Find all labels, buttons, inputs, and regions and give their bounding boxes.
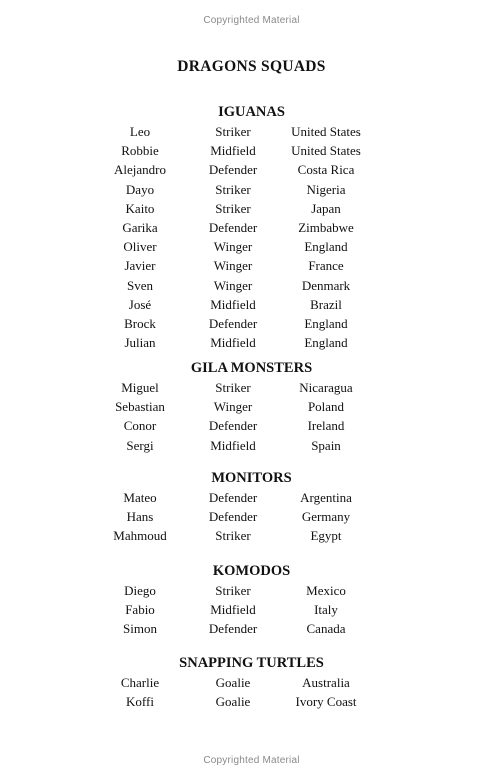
player-country: Italy (314, 602, 338, 618)
player-position: Defender (208, 418, 258, 434)
player-position: Striker (215, 124, 251, 139)
player-position: Striker (215, 181, 251, 197)
player-row (0, 180, 503, 199)
player-position: Striker (215, 583, 251, 598)
player-country: Spain (311, 437, 341, 453)
player-position: Defender (208, 219, 258, 235)
player-position: Midfield (210, 437, 256, 453)
player-name: Fabio (125, 602, 155, 618)
player-country: England (304, 239, 348, 255)
player-country: Brazil (310, 296, 342, 312)
player-row (0, 314, 503, 333)
player-name: Brock (124, 315, 156, 331)
player-position: Striker (215, 528, 251, 544)
player-name: Oliver (123, 239, 157, 255)
player-name: Kaito (125, 200, 155, 216)
squad-section (0, 468, 503, 546)
player-name: Diego (124, 583, 156, 598)
player-position: Defender (208, 490, 258, 505)
player-country: England (304, 335, 348, 351)
player-name: Garika (122, 219, 158, 235)
player-country: Japan (311, 200, 341, 216)
player-position: Midfield (210, 296, 256, 312)
player-position: Defender (208, 315, 258, 331)
player-country: Nigeria (306, 181, 346, 197)
copyright-watermark-top: Copyrighted Material (203, 15, 300, 26)
player-row (0, 333, 503, 352)
player-country: Nicaragua (299, 380, 353, 395)
player-row (0, 526, 503, 545)
player-name: Sergi (126, 437, 154, 453)
player-country: Australia (302, 675, 350, 690)
squad-section (0, 102, 503, 352)
player-row (0, 295, 503, 314)
player-country: Mexico (306, 583, 346, 598)
player-row (0, 436, 503, 455)
squad-name: MONITORS (211, 470, 292, 486)
player-country: Costa Rica (297, 162, 355, 178)
player-country: Zimbabwe (298, 219, 354, 235)
player-country: Germany (301, 509, 351, 525)
player-row (0, 378, 503, 397)
player-name: Robbie (121, 143, 159, 159)
player-row (0, 488, 503, 507)
copyright-watermark-bottom: Copyrighted Material (203, 755, 300, 766)
player-row (0, 199, 503, 218)
player-name: Javier (124, 258, 156, 274)
player-row (0, 218, 503, 237)
player-position: Midfield (210, 335, 256, 351)
player-position: Midfield (210, 143, 256, 159)
squad-name: KOMODOS (212, 563, 291, 579)
squad-name: SNAPPING TURTLES (179, 655, 324, 671)
player-country: Argentina (300, 490, 352, 505)
player-name: Julian (124, 335, 156, 351)
player-name: Mahmoud (113, 528, 167, 544)
player-row (0, 276, 503, 295)
player-row (0, 397, 503, 416)
player-row (0, 619, 503, 638)
player-row (0, 416, 503, 435)
player-position: Winger (213, 277, 253, 293)
player-country: France (308, 258, 344, 274)
player-row (0, 256, 503, 275)
player-position: Winger (213, 258, 253, 274)
player-position: Winger (213, 399, 253, 415)
player-name: Simon (123, 621, 157, 637)
player-position: Midfield (210, 602, 256, 618)
player-name: Conor (123, 418, 157, 434)
page-title: DRAGONS SQUADS (177, 58, 326, 75)
player-name: Sven (127, 277, 153, 293)
player-position: Defender (208, 162, 258, 178)
squad-section (0, 653, 503, 711)
player-row (0, 600, 503, 619)
player-country: Canada (306, 621, 346, 637)
player-name: Sebastian (115, 399, 165, 415)
squad-name: IGUANAS (218, 104, 285, 120)
player-country: Ivory Coast (295, 694, 357, 710)
player-row (0, 692, 503, 711)
player-position: Winger (213, 239, 253, 255)
player-row (0, 581, 503, 600)
player-name: Leo (129, 124, 151, 139)
player-row (0, 160, 503, 179)
player-country: Ireland (307, 418, 345, 434)
player-name: Koffi (126, 694, 154, 710)
player-country: Egypt (310, 528, 342, 544)
player-name: José (128, 296, 152, 312)
player-row (0, 122, 503, 141)
player-row (0, 237, 503, 256)
player-position: Defender (208, 621, 258, 637)
player-country: Poland (307, 399, 345, 415)
player-row (0, 141, 503, 160)
player-position: Defender (208, 509, 258, 525)
player-name: Hans (126, 509, 154, 525)
squad-name: GILA MONSTERS (190, 360, 313, 376)
player-country: United States (291, 143, 361, 159)
player-country: United States (291, 124, 361, 139)
player-row (0, 673, 503, 692)
player-position: Goalie (215, 675, 251, 690)
player-row (0, 507, 503, 526)
squad-section (0, 358, 503, 455)
player-position: Striker (215, 200, 251, 216)
player-position: Goalie (215, 694, 251, 710)
player-name: Dayo (125, 181, 155, 197)
player-name: Mateo (123, 490, 157, 505)
player-name: Miguel (121, 380, 159, 395)
squad-section (0, 561, 503, 639)
player-position: Striker (215, 380, 251, 395)
player-name: Charlie (120, 675, 160, 690)
player-name: Alejandro (114, 162, 166, 178)
player-country: Denmark (301, 277, 351, 293)
player-country: England (304, 315, 348, 331)
